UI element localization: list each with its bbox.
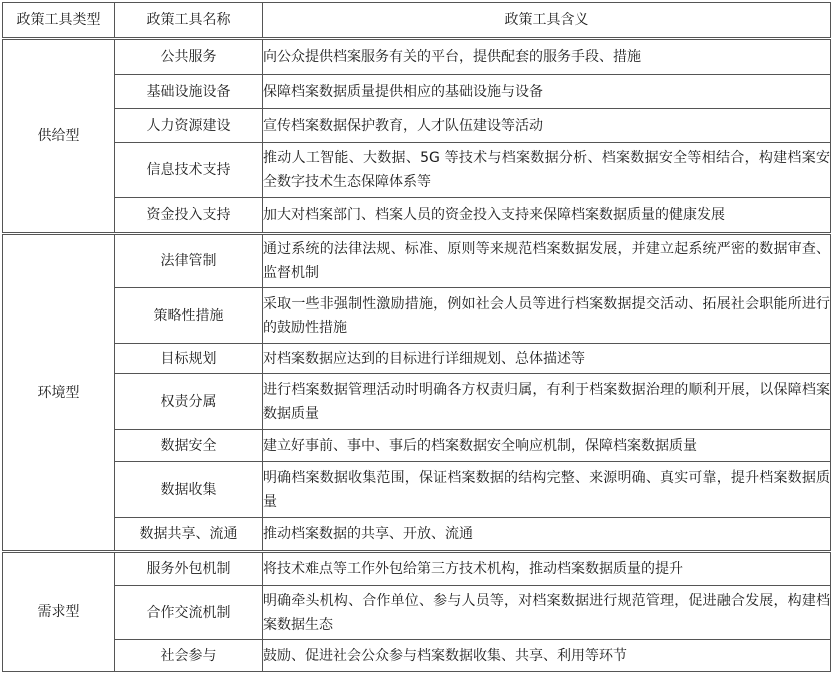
tool-meaning: 推动人工智能、大数据、5G 等技术与档案数据分析、档案数据安全等相结合，构建档案安全数字技术生态保障体系等 [263,143,831,198]
table-row [3,374,831,430]
tool-name: 社会参与 [115,640,263,672]
header-meaning: 政策工具含义 [263,3,831,39]
header-type: 政策工具类型 [3,3,115,39]
tool-name: 人力资源建设 [115,109,263,143]
tool-name: 策略性措施 [115,288,263,344]
type-cell-environment: 环境型 [3,234,115,552]
tool-meaning: 向公众提供档案服务有关的平台，提供配套的服务手段、措施 [263,39,831,75]
tool-meaning: 建立好事前、事中、事后的档案数据安全响应机制，保障档案数据质量 [263,430,831,462]
table-row [3,109,831,143]
tool-meaning: 将技术难点等工作外包给第三方技术机构，推动档案数据质量的提升 [263,552,831,586]
tool-meaning: 加大对档案部门、档案人员的资金投入支持来保障档案数据质量的健康发展 [263,198,831,234]
table-row [3,344,831,374]
table-row [3,75,831,109]
tool-meaning: 通过系统的法律法规、标准、原则等来规范档案数据发展，并建立起系统严密的数据审查、监督机制 [263,234,831,288]
table-row [3,462,831,518]
table-row [3,198,831,234]
table-row [3,430,831,462]
tool-name: 合作交流机制 [115,586,263,640]
tool-name: 公共服务 [115,39,263,75]
tool-name: 基础设施设备 [115,75,263,109]
tool-name: 数据共享、流通 [115,518,263,552]
tool-name: 数据收集 [115,462,263,518]
tool-meaning: 进行档案数据管理活动时明确各方权责归属，有利于档案数据治理的顺利开展，以保障档案数据质量 [263,374,831,430]
tool-name: 目标规划 [115,344,263,374]
type-cell-demand: 需求型 [3,552,115,672]
tool-name: 资金投入支持 [115,198,263,234]
tool-meaning: 采取一些非强制性激励措施，例如社会人员等进行档案数据提交活动、拓展社会职能所进行的鼓励性措施 [263,288,831,344]
tool-name: 服务外包机制 [115,552,263,586]
table-row [3,234,831,288]
tool-meaning: 鼓励、促进社会公众参与档案数据收集、共享、利用等环节 [263,640,831,672]
table-row [3,518,831,552]
table-row [3,640,831,672]
table-row [3,586,831,640]
table-row [3,39,831,75]
tool-meaning: 推动档案数据的共享、开放、流通 [263,518,831,552]
type-cell-supply: 供给型 [3,39,115,234]
tool-meaning: 保障档案数据质量提供相应的基础设施与设备 [263,75,831,109]
header-name: 政策工具名称 [115,3,263,39]
table-row [3,288,831,344]
tool-meaning: 宣传档案数据保护教育，人才队伍建设等活动 [263,109,831,143]
table-row [3,552,831,586]
tool-name: 数据安全 [115,430,263,462]
table-row [3,143,831,198]
tool-name: 权责分属 [115,374,263,430]
policy-tool-table [2,2,831,672]
tool-meaning: 对档案数据应达到的目标进行详细规划、总体描述等 [263,344,831,374]
tool-name: 法律管制 [115,234,263,288]
header-row [3,3,831,39]
tool-meaning: 明确档案数据收集范围，保证档案数据的结构完整、来源明确、真实可靠，提升档案数据质量 [263,462,831,518]
tool-name: 信息技术支持 [115,143,263,198]
tool-meaning: 明确牵头机构、合作单位、参与人员等，对档案数据进行规范管理，促进融合发展，构建档案数据生态 [263,586,831,640]
